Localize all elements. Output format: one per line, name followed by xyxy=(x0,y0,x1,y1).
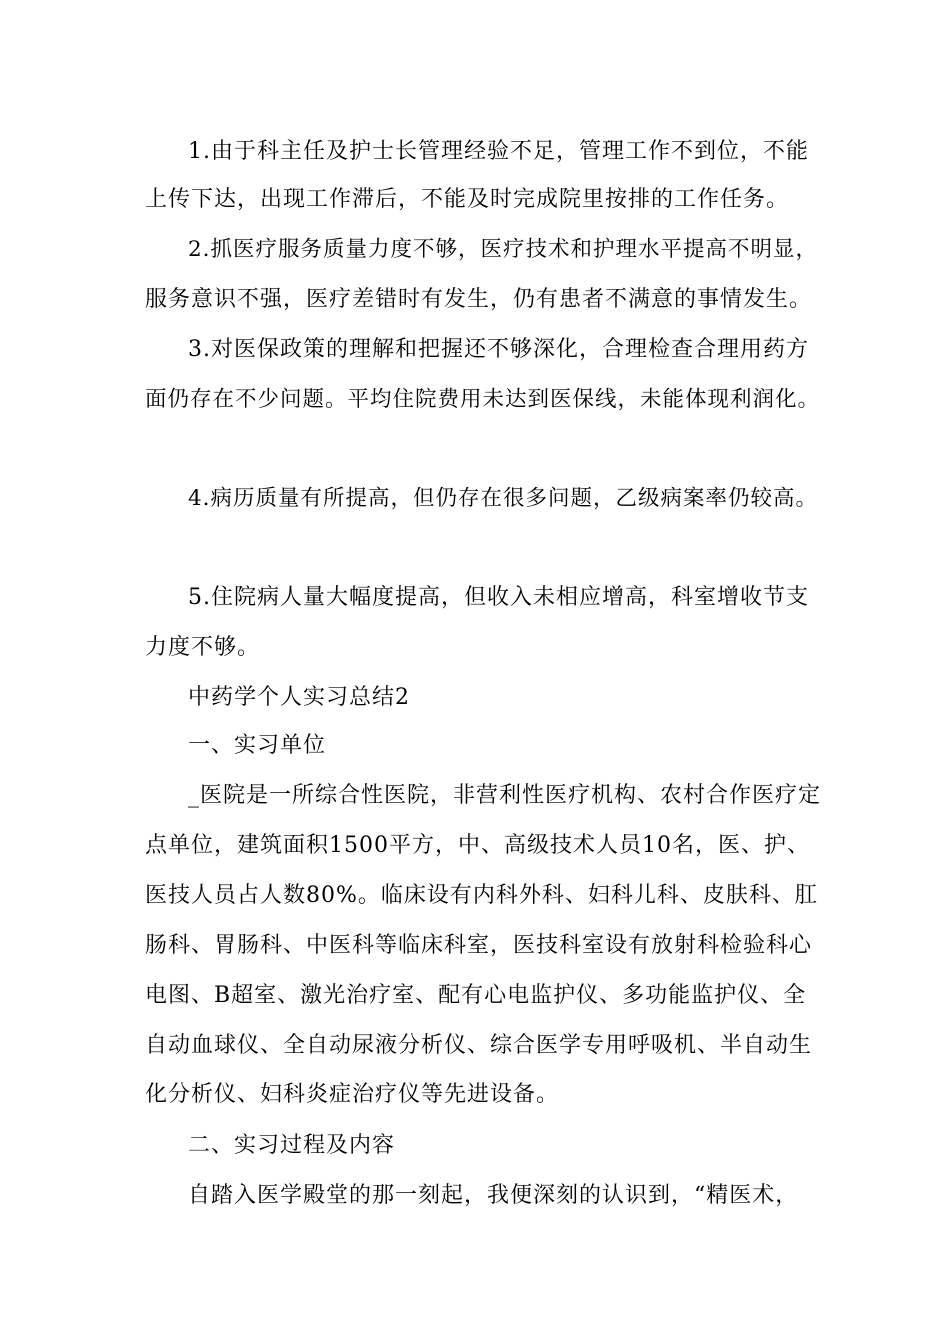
text-line: 面仍存在不少问题。平均住院费用未达到医保线，未能体现利润化。 xyxy=(145,387,821,412)
text-line: 2.抓医疗服务质量力度不够，医疗技术和护理水平提高不明显， xyxy=(188,237,819,262)
text-line: 5.住院病人量大幅度提高，但收入未相应增高，科室增收节支 xyxy=(188,585,809,610)
text-line: 力度不够。 xyxy=(145,635,261,660)
text-line: 3.对医保政策的理解和把握还不够深化，合理检查合理用药方 xyxy=(188,337,809,362)
section-title: 中药学个人实习总结2 xyxy=(188,685,410,710)
text-line: 上传下达，出现工作滞后，不能及时完成院里按排的工作任务。 xyxy=(145,187,790,212)
text-line: _医院是一所综合性医院，非营利性医疗机构、农村合作医疗定 xyxy=(188,783,822,808)
text-line: 电图、B超室、激光治疗室、配有心电监护仪、多功能监护仪、全 xyxy=(145,983,807,1008)
section-heading: 二、实习过程及内容 xyxy=(188,1133,396,1158)
text-line: 4.病历质量有所提高，但仍存在很多问题，乙级病案率仍较高。 xyxy=(188,486,819,511)
text-line: 肠科、胃肠科、中医科等临床科室，医技科室设有放射科检验科心 xyxy=(145,933,813,958)
text-line: 自踏入医学殿堂的那一刻起，我便深刻的认识到，“精医术， xyxy=(188,1183,799,1208)
text-line: 1.由于科主任及护士长管理经验不足，管理工作不到位，不能 xyxy=(188,139,809,164)
text-line: 自动血球仪、全自动尿液分析仪、综合医学专用呼吸机、半自动生 xyxy=(145,1033,813,1058)
text-line: 点单位，建筑面积1500平方，中、高级技术人员10名，医、护、 xyxy=(145,833,810,858)
text-line: 服务意识不强，医疗差错时有发生，仍有患者不满意的事情发生。 xyxy=(145,287,813,312)
text-line: 医技人员占人数80%。临床设有内科外科、妇科儿科、皮肤科、肛 xyxy=(145,883,818,908)
section-heading: 一、实习单位 xyxy=(188,733,327,758)
text-line: 化分析仪、妇科炎症治疗仪等先进设备。 xyxy=(145,1082,560,1107)
